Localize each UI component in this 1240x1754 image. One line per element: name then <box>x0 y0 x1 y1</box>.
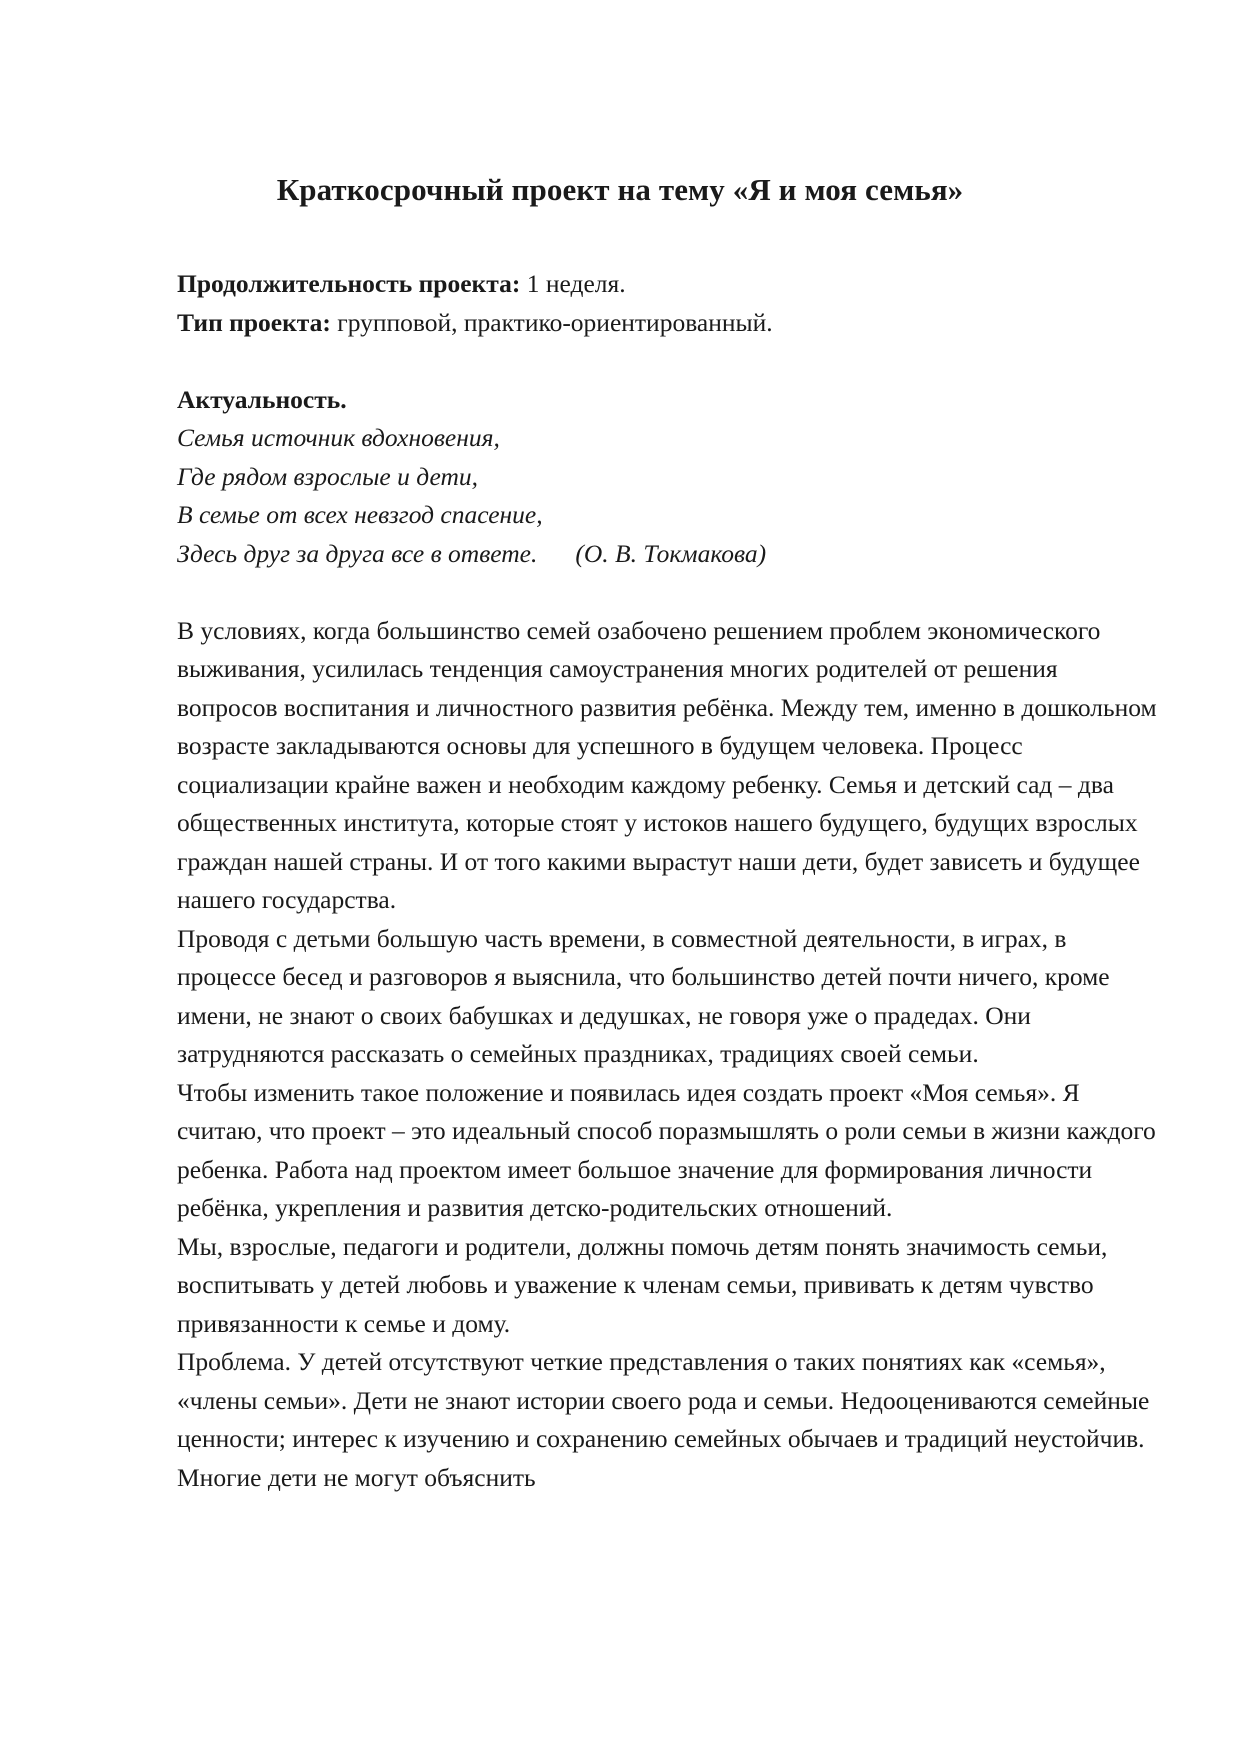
paragraph: Проводя с детьми большую часть времени, в совместной деятельности, в играх, в процессе бесед и разговоров я выяснила, что большинство детей почти ничего, кроме имени, не знают о своих бабушках и дедушках, не говоря уже о прадедах. Они затрудняются рассказать о семейных праздниках, традициях своей семьи. <box>177 923 1110 1068</box>
poem-last-line <box>177 535 1157 574</box>
poem-line: Семья источник вдохновения, <box>177 423 500 452</box>
body-text <box>177 612 1157 1498</box>
paragraph: В условиях, когда большинство семей озабочено решением проблем экономического выживания, усилилась тенденция самоустранения многих родителей от решения вопросов воспитания и личностного развития ребёнка. Между тем, именно в дошкольном возрасте закладываются основы для успешного в будущем человека. Процесс социализации крайне важен и необходим каждому ребенку. Семья и детский сад – два общественных института, которые стоят у истоков нашего будущего, будущих взрослых граждан нашей страны. И от того какими вырастут наши дети, будет зависеть и будущее нашего государства. <box>177 615 1157 914</box>
duration-value: 1 неделя. <box>520 269 626 298</box>
duration-line <box>177 265 1157 304</box>
paragraph: Чтобы изменить такое положение и появилась идея создать проект «Моя семья». Я считаю, что проект – это идеальный способ поразмышлять о роли семьи в жизни каждого ребенка. Работа над проектом имеет большое значение для формирования личности ребёнка, укрепления и развития детско-родительских отношений. <box>177 1077 1156 1222</box>
poem-line: В семье от всех невзгод спасение, <box>177 500 543 529</box>
type-label: Тип проекта: <box>177 307 331 337</box>
type-value: групповой, практико-ориентированный. <box>330 307 773 337</box>
poem-author: (О. В. Токмакова) <box>575 538 767 568</box>
spacer <box>177 342 1157 381</box>
duration-label: Продолжительность проекта: <box>177 269 521 298</box>
relevance-heading: Актуальность. <box>177 384 347 414</box>
poem-line: Где рядом взрослые и дети, <box>177 461 478 491</box>
poem-line: Здесь друг за друга все в ответе. <box>177 538 538 568</box>
document-body <box>177 265 1157 1497</box>
epigraph-poem <box>177 419 1157 573</box>
page-title: Краткосрочный проект на тему «Я и моя семья» <box>276 172 964 207</box>
spacer <box>177 573 1157 612</box>
paragraph: Проблема. У детей отсутствуют четкие представления о таких понятиях как «семья», «члены семьи». Дети не знают истории своего рода и семьи. Недооцениваются семейные ценности; интерес к изучению и сохранению семейных обычаев и традиций неустойчив. Многие дети не могут объяснить <box>177 1347 1150 1492</box>
paragraph: Мы, взрослые, педагоги и родители, должны помочь детям понять значимость семьи, воспитывать у детей любовь и уважение к членам семьи, прививать к детям чувство привязанности к семье и дому. <box>177 1231 1108 1338</box>
type-line <box>177 304 1157 343</box>
